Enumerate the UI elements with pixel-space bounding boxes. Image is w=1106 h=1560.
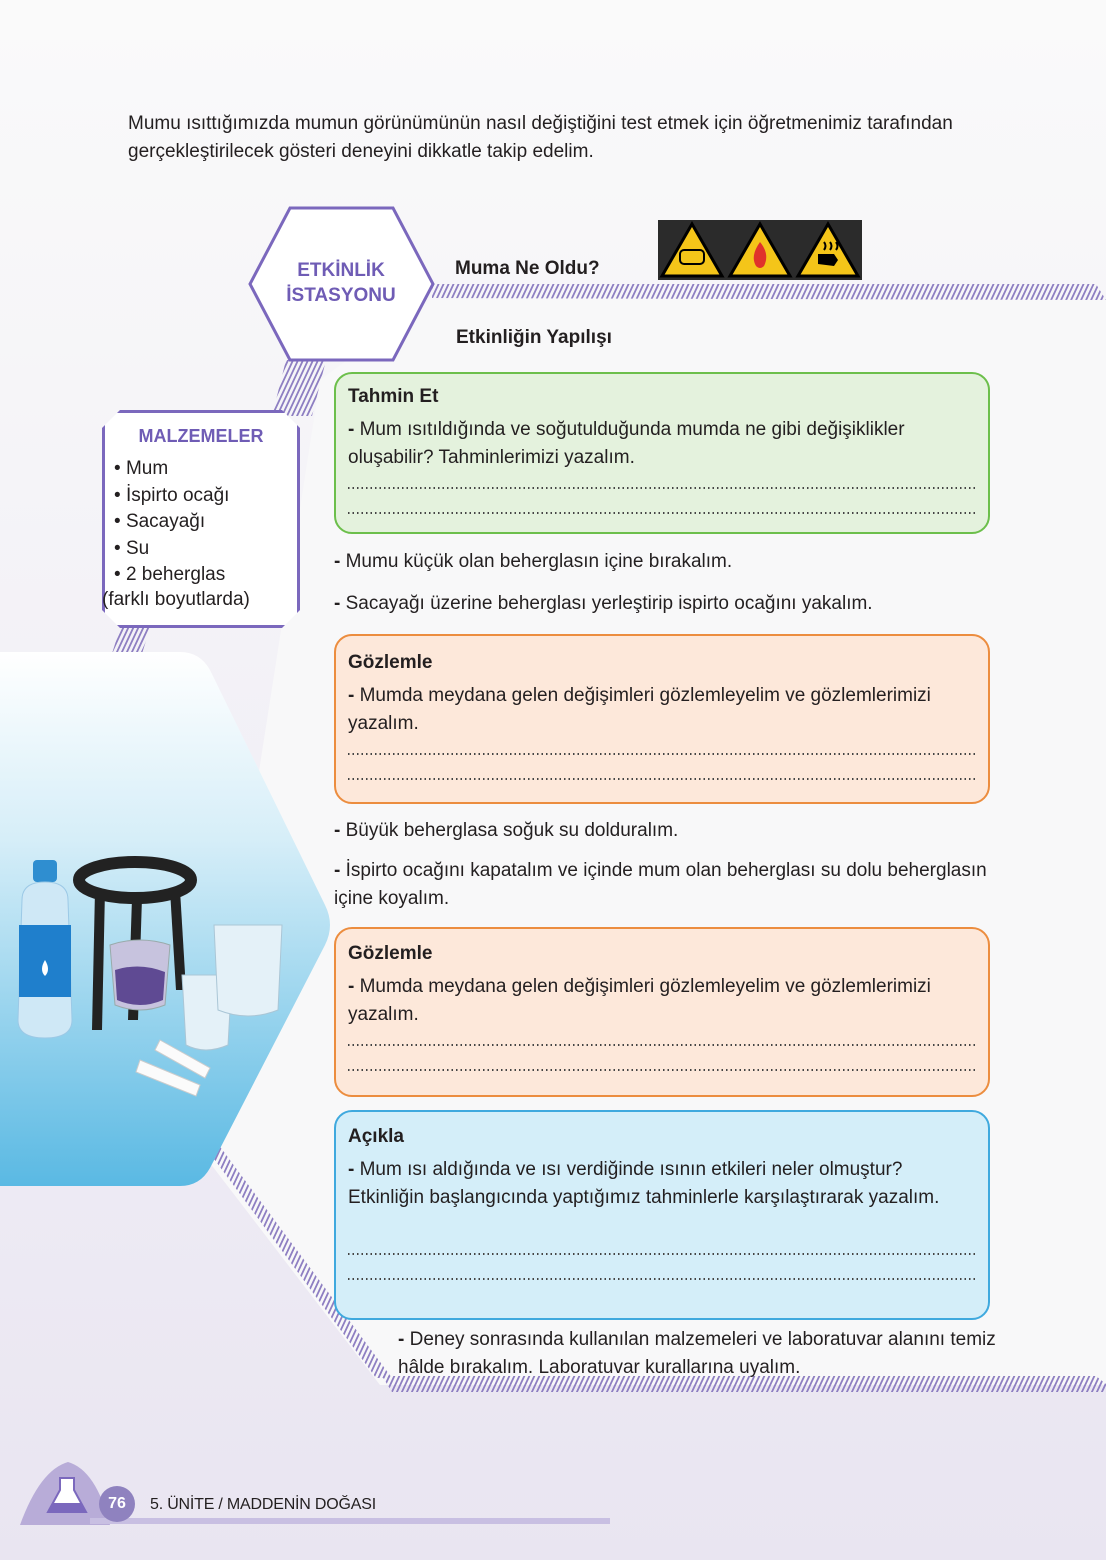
- list-item: • Su: [114, 536, 229, 563]
- answer-line[interactable]: [348, 1069, 978, 1071]
- observe-box-2: [334, 927, 990, 1097]
- intro-paragraph: Mumu ısıttığımızda mumun görünümünün nasıl değiştiğini test etmek için öğretmenimiz tarafından gerçekleştirilecek gösteri deneyini dikkatle takip edelim.: [128, 113, 953, 162]
- explain-text: - Mum ısı aldığında ve ısı verdiğinde ısının etkileri neler olmuştur? Etkinliğin başlangıcında yaptığımız tahminlerle karşılaştırarak yazalım.: [348, 1159, 940, 1208]
- answer-line[interactable]: [348, 1044, 978, 1046]
- materials-note: (farklı boyutlarda): [102, 589, 250, 610]
- list-item: • Sacayağı: [114, 509, 229, 536]
- step-1: - Mumu küçük olan beherglasın içine bırakalım.: [334, 551, 733, 572]
- page-number: 76: [99, 1486, 135, 1522]
- step-4: - İspirto ocağını kapatalım ve içinde mum olan beherglası su dolu beherglasın içine koyalım.: [334, 860, 987, 909]
- station-label-line2: İSTASYONU: [286, 285, 396, 306]
- hatched-line-top: [432, 284, 1106, 300]
- materials-list: [114, 456, 229, 589]
- predict-text: - Mum ısıtıldığında ve soğutulduğunda mumda ne gibi değişiklikler oluşabilir? Tahminlerimizi yazalım.: [348, 419, 905, 468]
- step-5: - Deney sonrasında kullanılan malzemeleri ve laboratuvar alanını temiz hâlde bırakalım. Laboratuvar kurallarına uyalım.: [398, 1329, 996, 1378]
- safety-goggles-icon: [658, 220, 726, 280]
- answer-line[interactable]: [348, 1253, 978, 1255]
- procedure-title: Etkinliğin Yapılışı: [456, 327, 612, 348]
- list-item: • 2 beherglas: [114, 562, 229, 589]
- station-label-line1: ETKİNLİK: [297, 260, 385, 281]
- predict-title: Tahmin Et: [348, 386, 439, 407]
- footer-bar: [90, 1518, 610, 1524]
- step-3: - Büyük beherglasa soğuk su dolduralım.: [334, 820, 679, 841]
- observe-title: Gözlemle: [348, 943, 433, 964]
- observe-text: - Mumda meydana gelen değişimleri gözlemleyelim ve gözlemlerimizi yazalım.: [348, 976, 931, 1025]
- explain-title: Açıkla: [348, 1126, 404, 1147]
- answer-line[interactable]: [348, 487, 978, 489]
- unit-title: 5. ÜNİTE / MADDENİN DOĞASI: [150, 1496, 376, 1513]
- observe-box-1: [334, 634, 990, 804]
- answer-line[interactable]: [348, 778, 978, 780]
- answer-line[interactable]: [348, 1278, 978, 1280]
- activity-title: Muma Ne Oldu?: [455, 258, 600, 279]
- observe-title: Gözlemle: [348, 652, 433, 673]
- step-2: - Sacayağı üzerine beherglası yerleştirip ispirto ocağını yakalım.: [334, 593, 873, 614]
- materials-title: MALZEMELER: [138, 426, 264, 446]
- list-item: • Mum: [114, 456, 229, 483]
- list-item: • İspirto ocağı: [114, 483, 229, 510]
- station-label: [265, 258, 417, 308]
- flammable-icon: [726, 220, 794, 280]
- observe-text: - Mumda meydana gelen değişimleri gözlemleyelim ve gözlemlerimizi yazalım.: [348, 685, 931, 734]
- answer-line[interactable]: [348, 753, 978, 755]
- explain-box: [334, 1110, 990, 1320]
- hot-hands-icon: [794, 220, 862, 280]
- predict-box: [334, 372, 990, 534]
- answer-line[interactable]: [348, 512, 978, 514]
